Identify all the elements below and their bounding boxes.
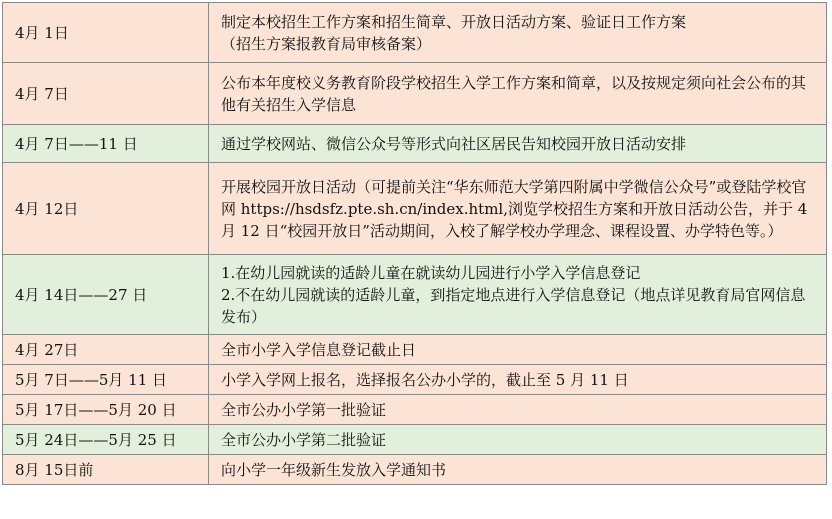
table-row xyxy=(3,3,827,63)
content-cell xyxy=(209,63,827,125)
table-row xyxy=(3,425,827,455)
date-cell: 4月 1日 xyxy=(3,3,209,63)
date-cell: 4月 7日 xyxy=(3,63,209,125)
content-cell xyxy=(209,425,827,455)
content-line: （招生方案报教育局审核备案） xyxy=(221,34,432,53)
date-cell: 4月 14日——27 日 xyxy=(3,255,209,335)
enrollment-schedule-table xyxy=(2,2,827,485)
content-line: 小学入学网上报名，选择报名公办小学的，截止至 5 月 11 日 xyxy=(221,370,629,389)
content-line: 2.不在幼儿园就读的适龄儿童，到指定地点进行入学信息登记（地点详见教育局官网信息发布） xyxy=(221,285,806,326)
content-cell xyxy=(209,255,827,335)
content-line: 全市公办小学第一批验证 xyxy=(221,400,387,419)
content-line: 全市小学入学信息登记截止日 xyxy=(221,340,417,359)
date-cell: 8月 15日前 xyxy=(3,455,209,485)
table-row xyxy=(3,335,827,365)
table-row xyxy=(3,125,827,163)
content-line: 1.在幼儿园就读的适龄儿童在就读幼儿园进行小学入学信息登记 xyxy=(221,263,641,282)
content-line: 全市公办小学第二批验证 xyxy=(221,430,387,449)
content-line: 通过学校网站、微信公众号等形式向社区居民告知校园开放日活动安排 xyxy=(221,134,687,153)
content-cell xyxy=(209,365,827,395)
content-cell xyxy=(209,335,827,365)
table-row xyxy=(3,163,827,255)
content-line: 制定本校招生工作方案和招生简章、开放日活动方案、验证日工作方案 xyxy=(221,12,687,31)
date-cell: 5月 17日——5月 20 日 xyxy=(3,395,209,425)
table-row xyxy=(3,63,827,125)
date-cell: 5月 7日——5月 11 日 xyxy=(3,365,209,395)
content-line: 向小学一年级新生发放入学通知书 xyxy=(221,460,447,479)
date-cell: 4月 7日——11 日 xyxy=(3,125,209,163)
date-cell: 4月 12日 xyxy=(3,163,209,255)
content-cell xyxy=(209,455,827,485)
content-cell xyxy=(209,125,827,163)
table-row xyxy=(3,365,827,395)
date-cell: 5月 24日——5月 25 日 xyxy=(3,425,209,455)
table-row xyxy=(3,255,827,335)
date-cell: 4月 27日 xyxy=(3,335,209,365)
content-cell xyxy=(209,163,827,255)
content-line: 开展校园开放日活动（可提前关注“华东师范大学第四附属中学微信公众号”或登陆学校官网 https://hsdsfz.pte.sh.cn/index.html,浏览学校招生方案和开放日活动公告，并于 4 月 12 日“校园开放日”活动期间，入校了解学校办学理念、课程设置、办学特色等。） xyxy=(221,177,808,240)
content-cell xyxy=(209,3,827,63)
table-row xyxy=(3,455,827,485)
content-cell xyxy=(209,395,827,425)
content-line: 公布本年度校义务教育阶段学校招生入学工作方案和简章，以及按规定须向社会公布的其他有关招生入学信息 xyxy=(221,73,807,114)
table-row xyxy=(3,395,827,425)
